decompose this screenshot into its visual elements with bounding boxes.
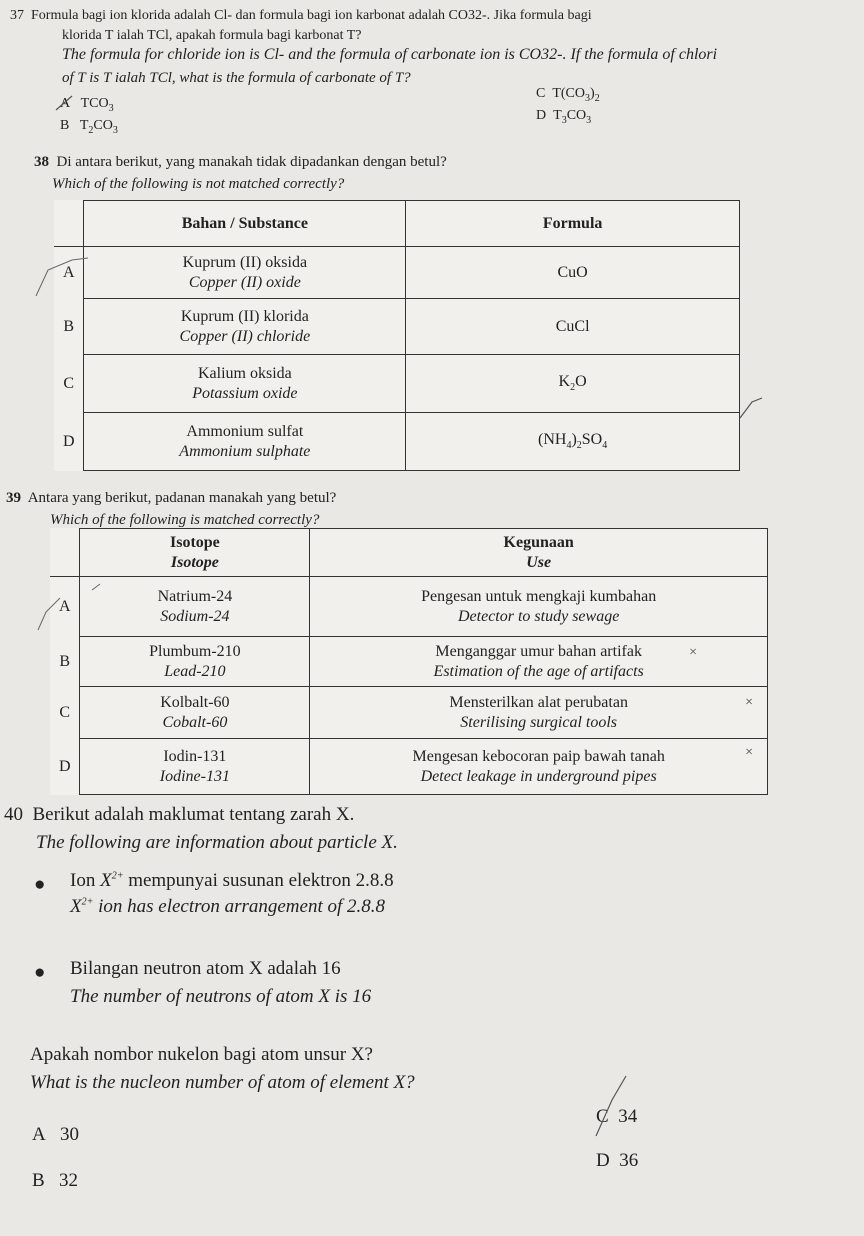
q37-option-a[interactable]: A $TCO_3$: [60, 96, 114, 114]
q39-row-a[interactable]: A Natrium-24 Sodium-24 Pengesan untuk mengkaji kumbahan Detector to study sewage: [50, 577, 768, 637]
q38-question-ms: 38 Di antara berikut, yang manakah tidak dipadankan dengan betul?: [34, 154, 447, 170]
q39-header-use: Kegunaan: [503, 533, 574, 551]
q40-question-en: What is the nucleon number of atom of element X?: [30, 1072, 415, 1093]
q37-option-c[interactable]: C $T(CO_3)_2$: [536, 86, 600, 104]
q37-number: 37: [10, 8, 24, 23]
q40-bullet1-ms: Ion $X^{2+}$ mempunyai susunan elektron 2.8.8: [70, 870, 394, 891]
q38-row-label: A: [62, 263, 75, 281]
pencil-tick-q38: [740, 398, 762, 418]
cross-mark: ×: [745, 695, 753, 710]
q40-option-a[interactable]: A 30: [32, 1124, 79, 1145]
q39-row-c[interactable]: C Kolbalt-60 Cobalt-60 Mensterilkan alat perubatan Sterilising surgical tools ×: [50, 687, 768, 739]
q40-bullet2-en: The number of neutrons of atom X is 16: [70, 986, 372, 1007]
q39-row-d[interactable]: D Iodin-131 Iodine-131 Mengesan kebocoran paip bawah tanah Detect leakage in underground pipes ×: [50, 739, 768, 795]
q38-row-label: C: [63, 374, 75, 392]
q40-option-c[interactable]: C 34: [596, 1106, 638, 1127]
q38-header-substance: Bahan / Substance: [84, 201, 406, 247]
q37-text-en-1: The formula for chloride ion is Cl- and the formula of carbonate ion is CO32-. If the formula of chlori: [62, 46, 718, 63]
q37-text-en-2: of T is T ialah TCl, what is the formula of carbonate of T?: [62, 70, 411, 86]
q37-option-d[interactable]: D $T_3CO_3$: [536, 108, 592, 126]
q38-row-b[interactable]: B Kuprum (II) klorida Copper (II) chloride CuCl: [54, 299, 740, 355]
q39-header-row: Isotope Isotope Kegunaan Use: [50, 529, 768, 577]
q39-row-label: B: [59, 652, 71, 670]
q38-header-formula: Formula: [406, 201, 740, 247]
q39-row-label: D: [58, 757, 71, 775]
q40-bullet2-ms: Bilangan neutron atom X adalah 16: [70, 958, 341, 979]
bullet-dot: ●: [34, 874, 46, 895]
cross-mark: ×: [745, 745, 753, 760]
q40-option-d[interactable]: D 36: [596, 1150, 639, 1171]
q37-text-ms-1: 37 Formula bagi ion klorida adalah Cl- dan formula bagi ion karbonat adalah CO32-. Jika formula bagi: [10, 8, 592, 23]
q40-option-b[interactable]: B 32: [32, 1170, 78, 1191]
cross-mark: ×: [689, 645, 697, 660]
q37-option-b[interactable]: B $T_2CO_3$: [60, 118, 118, 136]
q39-question-ms: 39 Antara yang berikut, padanan manakah yang betul?: [6, 490, 337, 506]
pencil-curve-q38: [36, 258, 88, 296]
q39-question-en: Which of the following is matched correctly?: [50, 512, 320, 528]
q38-row-label: D: [62, 432, 75, 450]
q38-row-d[interactable]: D Ammonium sulfat Ammonium sulphate $(NH_4)_2SO_4$: [54, 413, 740, 471]
q39-row-b[interactable]: B Plumbum-210 Lead-210 Menganggar umur bahan artifak Estimation of the age of artifacts ×: [50, 637, 768, 687]
q40-intro-ms: 40 Berikut adalah maklumat tentang zarah X.: [4, 804, 355, 825]
q38-question-en: Which of the following is not matched correctly?: [52, 176, 345, 192]
pencil-curve-q39: [38, 598, 60, 630]
q40-number: 40: [4, 804, 23, 825]
q39-row-label: C: [59, 703, 71, 721]
pencil-mark-q39: [92, 584, 100, 590]
q40-intro-en: The following are information about particle X.: [36, 832, 398, 853]
pencil-slash-q40: [596, 1076, 626, 1136]
pencil-tick-q37: [56, 96, 72, 110]
q38-row-label: B: [63, 317, 75, 335]
q39-number: 39: [6, 490, 21, 506]
q37-text-ms-2: klorida T ialah TCl, apakah formula bagi karbonat T?: [62, 28, 362, 43]
q38-number: 38: [34, 154, 49, 170]
q39-row-label: A: [58, 597, 71, 615]
q38-row-a[interactable]: A Kuprum (II) oksida Copper (II) oxide CuO: [54, 247, 740, 299]
q39-header-isotope: Isotope: [170, 533, 220, 551]
q40-bullet1-en: $X^{2+}$ ion has electron arrangement of 2.8.8: [70, 896, 386, 917]
q40-question-ms: Apakah nombor nukelon bagi atom unsur X?: [30, 1044, 373, 1065]
bullet-dot: ●: [34, 962, 46, 983]
q38-row-c[interactable]: C Kalium oksida Potassium oxide $K_2O$: [54, 355, 740, 413]
